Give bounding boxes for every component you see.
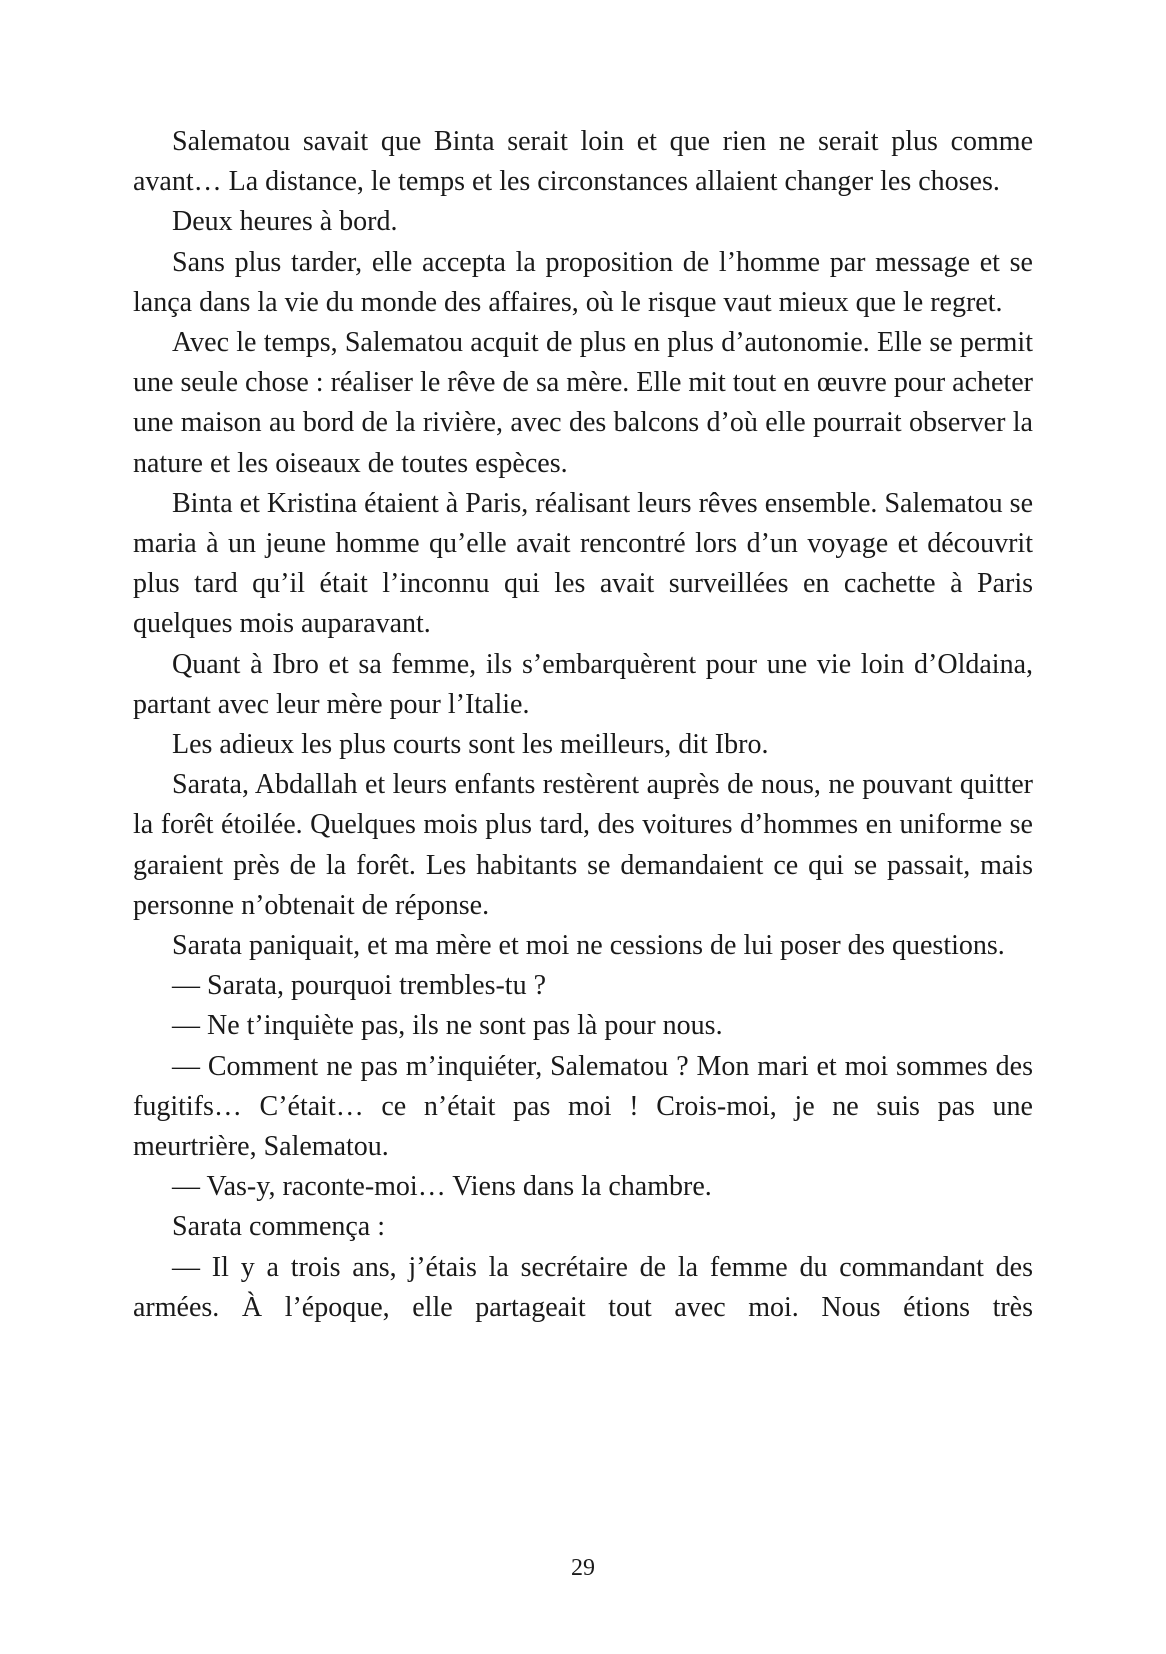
- dialogue-line: — Il y a trois ans, j’étais la secrétaire de la femme du commandant des armées. À l’époque, elle partageait tout avec moi. Nous étions très: [133, 1251, 1033, 1323]
- paragraph: Salematou savait que Binta serait loin et que rien ne serait plus comme avant… La distance, le temps et les circonstances allaient changer les choses.: [133, 126, 1033, 198]
- page-body: [133, 122, 1033, 1328]
- paragraph: Sans plus tarder, elle accepta la proposition de l’homme par message et se lança dans la vie du monde des affaires, où le risque vaut mieux que le regret.: [133, 246, 1033, 318]
- paragraph: Sarata paniquait, et ma mère et moi ne cessions de lui poser des questions.: [172, 930, 1005, 962]
- paragraph: Sarata, Abdallah et leurs enfants restèrent auprès de nous, ne pouvant quitter la forêt étoilée. Quelques mois plus tard, des voitures d’hommes en uniforme se garaient près de la forêt. Les habitants se demandaient ce qui se passait, mais personne n’obtenait de réponse.: [133, 769, 1033, 921]
- page-number: 29: [571, 1555, 595, 1581]
- dialogue-line: — Vas-y, raconte-moi… Viens dans la chambre.: [172, 1171, 712, 1203]
- paragraph: Deux heures à bord.: [172, 206, 398, 238]
- paragraph: Avec le temps, Salematou acquit de plus en plus d’autonomie. Elle se permit une seule chose : réaliser le rêve de sa mère. Elle mit tout en œuvre pour acheter une maison au bord de la rivière, avec des balcons d’où elle pourrait observer la nature et les oiseaux de toutes espèces.: [133, 327, 1033, 479]
- paragraph: Sarata commença :: [172, 1211, 386, 1243]
- dialogue-line: — Ne t’inquiète pas, ils ne sont pas là pour nous.: [172, 1010, 723, 1042]
- paragraph: Quant à Ibro et sa femme, ils s’embarquèrent pour une vie loin d’Oldaina, partant avec leur mère pour l’Italie.: [133, 648, 1033, 720]
- paragraph: Les adieux les plus courts sont les meilleurs, dit Ibro.: [172, 729, 769, 761]
- dialogue-line: — Comment ne pas m’inquiéter, Salematou ? Mon mari et moi sommes des fugitifs… C’était… ce n’était pas moi ! Crois-moi, je ne suis pas une meurtrière, Salematou.: [133, 1050, 1033, 1163]
- paragraph: Binta et Kristina étaient à Paris, réalisant leurs rêves ensemble. Salematou se maria à un jeune homme qu’elle avait rencontré lors d’un voyage et découvrit plus tard qu’il était l’inconnu qui les avait surveillées en cachette à Paris quelques mois auparavant.: [133, 487, 1033, 640]
- dialogue-line: — Sarata, pourquoi trembles-tu ?: [172, 970, 547, 1002]
